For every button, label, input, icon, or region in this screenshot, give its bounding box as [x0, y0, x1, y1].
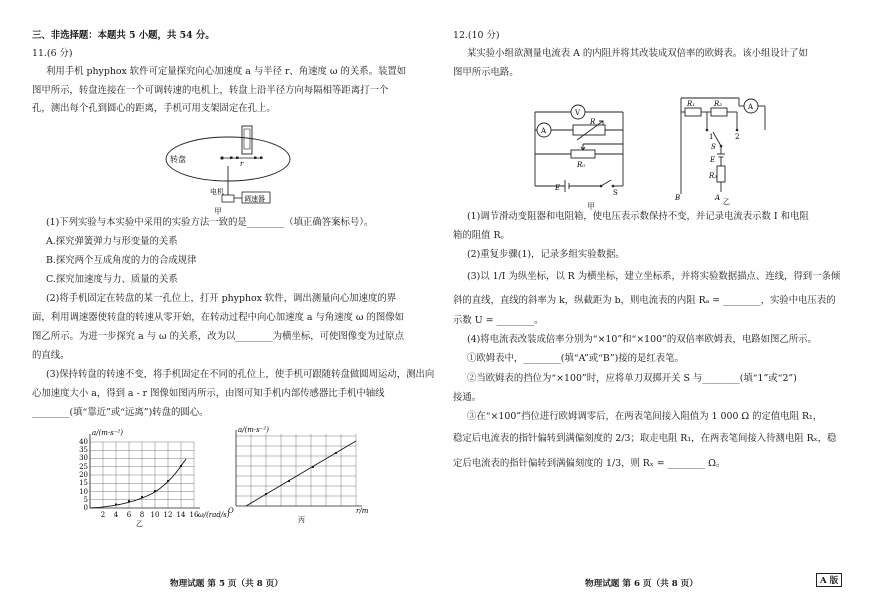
terminal-b: B — [675, 194, 681, 202]
q12-intro-line2: 图甲所示电路。 — [453, 67, 519, 78]
r2-label: R₂ — [714, 100, 723, 108]
battery-label: E — [555, 184, 561, 192]
q12-part1-line2: 箱的阻值 R。 — [453, 230, 510, 241]
q11-part2-line4: 的直线。 — [32, 350, 70, 361]
q11-part2-line1: (2)将手机固定在转盘的某一孔位上，打开 phyphox 软件，调出测量向心加速度的界 — [46, 293, 397, 304]
r-label: r — [240, 160, 244, 168]
q12-part1-line1: (1)调节滑动变阻器和电阻箱，使电压表示数保持不变，并记录电流表示数 I 和电阻 — [467, 211, 809, 222]
terminal-a: A — [715, 194, 721, 202]
chart-yi — [70, 428, 230, 528]
disk-label: 转盘 — [170, 155, 186, 164]
svg-text:2: 2 — [100, 511, 106, 519]
svg-text:5: 5 — [83, 496, 88, 504]
svg-text:12: 12 — [163, 511, 173, 519]
circuit-jia — [527, 94, 647, 202]
svg-text:14: 14 — [176, 511, 186, 519]
controller-label: 调速器 — [244, 195, 265, 203]
motor-box — [222, 195, 234, 202]
q11-intro-line2: 图甲所示，转盘连接在一个可调转速的电机上，转盘上沿半径方向每隔相等距离打一个 — [32, 85, 389, 96]
q11-part2-line3: 图乙所示。为进一步探究 a 与 ω 的关系，改为以________为横坐标，可使图像变为过原点 — [32, 331, 405, 342]
svg-text:8: 8 — [139, 511, 145, 519]
q11-part1: (1)下列实验与本实验中采用的实验方法一致的是________（填正确答案标号）。 — [46, 217, 374, 228]
q12-part3-line2: 斜的直线，直线的斜率为 k，纵截距为 b，则电流表的内阻 Rₐ = ________，实验中电压表的 — [453, 295, 836, 306]
svg-text:4: 4 — [113, 511, 119, 519]
q12-part4-line7: 定后电流表的指针偏转到满偏刻度的 1/3，则 Rₓ = ________ Ω。 — [453, 458, 726, 469]
switch-pos-2: 2 — [735, 133, 740, 141]
q12-part4-line3: ②当欧姆表的挡位为“×100”时，应将单刀双掷开关 S 与________(填“1”或“2”) — [467, 373, 797, 384]
q11-option-c: C.探究加速度与力、质量的关系 — [46, 274, 178, 285]
r0-label: R₀ — [577, 161, 586, 169]
circuit-yi — [673, 94, 783, 206]
chart-bing-grid — [236, 434, 356, 506]
ammeter-label: A — [748, 103, 754, 111]
svg-text:35: 35 — [79, 446, 88, 454]
q12-part3-line3: 示数 U = ________。 — [453, 315, 544, 326]
phone-icon — [242, 126, 252, 154]
q11-intro-line3: 孔，测出每个孔到圆心的距离，手机可用支架固定在孔上。 — [32, 103, 276, 114]
chart-bing-ylabel: a/(m·s⁻²) — [238, 426, 269, 434]
q11-intro-line1: 利用手机 phyphox 软件可定量探究向心加速度 a 与半径 r、角速度 ω 的关系。装置如 — [46, 66, 407, 77]
ammeter-label: A — [541, 127, 547, 135]
q12-part3-line1: (3)以 1/I 为纵坐标，以 R 为横坐标，建立坐标系，并将实验数据描点、连线，得到一条倾 — [467, 271, 841, 282]
switch-pos-1: 1 — [709, 133, 714, 141]
q12-part4-line1: (4)将电流表改装成倍率分别为“×10”和“×100”的双倍率欧姆表，电路如图乙所示。 — [467, 334, 817, 345]
svg-text:20: 20 — [79, 471, 88, 479]
rheostat-r-label: R — [590, 118, 596, 126]
chart-bing-caption: 丙 — [298, 516, 305, 524]
turntable-figure — [160, 122, 310, 208]
r3-label: R₃ — [709, 172, 718, 180]
q12-part2: (2)重复步骤(1)，记录多组实验数据。 — [467, 249, 625, 260]
right-page — [435, 0, 870, 603]
switch-label: S — [613, 189, 618, 197]
q12-part4-line4: 接通。 — [453, 392, 482, 403]
svg-text:10: 10 — [150, 511, 160, 519]
q11-part3-line2: 心加速度大小 a，得到 a - r 图像如图丙所示，由图可知手机内部传感器比手机中轴线 — [32, 388, 385, 399]
svg-text:16: 16 — [189, 511, 199, 519]
battery-label: E — [710, 156, 716, 164]
q11-part3-line1: (3)保持转盘的转速不变，将手机固定在不同的孔位上，使手机可跟随转盘做圆周运动，测出向 — [46, 369, 435, 380]
q11-part2-line2: 面，利用调速器使转盘的转速从零开始，在转动过程中向心加速度 a 与角速度 ω 的图像如 — [32, 312, 405, 323]
circuit-jia-caption: 甲 — [587, 202, 595, 211]
q12-number: 12.(10 分) — [453, 30, 500, 41]
switch-label: S — [711, 143, 716, 151]
q11-option-b: B.探究两个互成角度的力的合成规律 — [46, 255, 197, 266]
left-footer: 物理试题 第 5 页（共 8 页） — [170, 579, 283, 589]
chart-bing-line — [246, 441, 356, 506]
q12-part4-line5: ③在“×100”挡位进行欧姆调零后，在两表笔间接入阻值为 1 000 Ω 的定值电阻 R₁， — [467, 411, 823, 422]
q11-option-a: A.探究弹簧弹力与形变量的关系 — [46, 236, 178, 247]
fig-jia-caption: 甲 — [214, 207, 222, 216]
r1-label: R₁ — [687, 100, 696, 108]
right-footer: 物理试题 第 6 页（共 8 页） — [585, 579, 698, 589]
chart-yi-curve — [90, 459, 186, 508]
svg-text:10: 10 — [79, 488, 88, 496]
circuit-yi-caption: 乙 — [723, 198, 730, 206]
q11-number: 11.(6 分) — [32, 48, 73, 59]
svg-text:30: 30 — [79, 454, 88, 462]
q12-intro-line1: 某实验小组欲测量电流表 A 的内阻并将其改装成双倍率的欧姆表。该小组设计了如 — [467, 48, 808, 59]
section-title: 三、非选择题：本题共 5 小题，共 54 分。 — [32, 30, 215, 41]
svg-text:15: 15 — [79, 479, 88, 487]
svg-text:0: 0 — [83, 504, 88, 512]
chart-yi-ylabel: a/(m·s⁻²) — [92, 429, 123, 437]
chart-yi-xlabel: ω/(rad/s) — [198, 511, 230, 519]
svg-text:40: 40 — [79, 438, 88, 446]
chart-bing-xlabel: r/m — [356, 507, 369, 515]
motor-label: 电机 — [210, 188, 224, 196]
svg-text:25: 25 — [79, 463, 88, 471]
version-badge: A 版 — [816, 573, 842, 587]
svg-text:6: 6 — [126, 511, 132, 519]
q11-part3-line3: ________(填“靠近”或“远离”)转盘的圆心。 — [32, 407, 209, 418]
chart-bing — [226, 426, 376, 528]
chart-yi-caption: 乙 — [136, 520, 143, 528]
q12-part4-line6: 稳定后电流表的指针偏转到满偏刻度的 2/3；取走电阻 R₁，在两表笔间接入待测电阻 Rₓ，稳 — [453, 433, 837, 444]
voltmeter-label: V — [575, 109, 581, 117]
q12-part4-line2: ①欧姆表中，________(填“A”或“B”)接的是红表笔。 — [467, 353, 684, 364]
chart-bing-origin: O — [228, 507, 234, 515]
